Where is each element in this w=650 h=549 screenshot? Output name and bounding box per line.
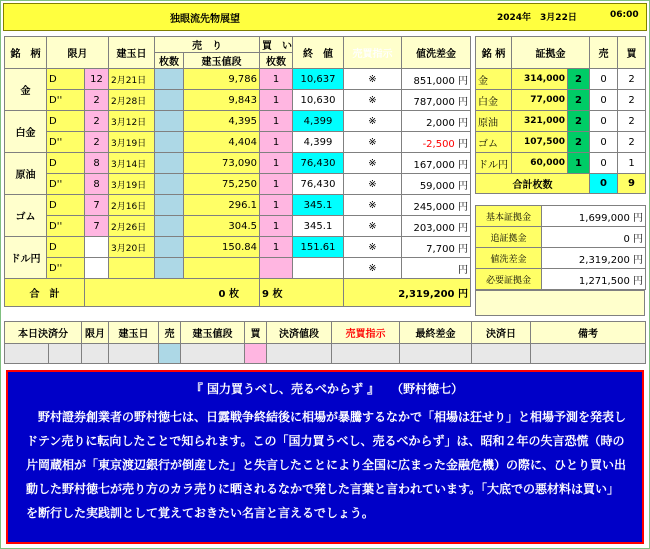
position-profit: 787,000 円: [402, 90, 471, 111]
margin-blank-area: [475, 290, 645, 316]
col-profit: 値洗差金: [402, 37, 471, 69]
position-profit: 59,000 円: [402, 174, 471, 195]
position-type: D'': [47, 90, 85, 111]
position-sell-count: [155, 258, 184, 279]
position-row: [5, 69, 471, 90]
margin-brand: 金: [476, 69, 512, 90]
margin-col-brand: 銘 柄: [476, 37, 512, 69]
position-month: 7: [85, 216, 109, 237]
report-time: 06:00: [610, 10, 639, 20]
position-signal: ※: [344, 153, 402, 174]
settle-empty-row: [5, 344, 646, 364]
position-row: [5, 153, 471, 174]
margin-count: 2: [568, 90, 590, 111]
position-signal: ※: [344, 69, 402, 90]
margin-summary-row: [476, 227, 646, 248]
position-buy-count: 1: [260, 174, 293, 195]
position-row: [5, 111, 471, 132]
margin-amount: 77,000: [512, 90, 568, 111]
margin-summary-table: [475, 205, 646, 290]
position-price: 73,090: [184, 153, 260, 174]
position-month: 12: [85, 69, 109, 90]
margin-total-label: 合計枚数: [476, 174, 590, 194]
col-price: 建玉値段: [184, 53, 260, 69]
summary-label: 追証拠金: [476, 227, 542, 248]
settle-col-final: 最終差金: [400, 322, 472, 344]
margin-buy: 1: [618, 153, 646, 174]
position-month: 2: [85, 132, 109, 153]
col-brand: 銘 柄: [5, 37, 47, 69]
total-label: 合 計: [5, 279, 85, 307]
position-row: [5, 174, 471, 195]
position-sell-count: [155, 237, 184, 258]
margin-sell: 0: [590, 153, 618, 174]
position-close: 10,630: [293, 90, 344, 111]
position-close: 151.61: [293, 237, 344, 258]
margin-total-sell: 0: [590, 174, 618, 194]
position-signal: ※: [344, 216, 402, 237]
position-buy-count: [260, 258, 293, 279]
position-row: [5, 90, 471, 111]
position-type: D: [47, 237, 85, 258]
position-buy-count: 1: [260, 237, 293, 258]
margin-row: [476, 90, 646, 111]
settle-col-today: 本日決済分: [5, 322, 82, 344]
position-buy-count: 1: [260, 69, 293, 90]
position-row: [5, 258, 471, 279]
margin-buy: 2: [618, 90, 646, 111]
summary-label: 値洗差金: [476, 248, 542, 269]
position-month: 2: [85, 90, 109, 111]
position-buy-count: 1: [260, 111, 293, 132]
position-month: 8: [85, 153, 109, 174]
position-buy-count: 1: [260, 132, 293, 153]
position-price: 75,250: [184, 174, 260, 195]
col-month: 限月: [47, 37, 109, 69]
position-profit: 2,000 円: [402, 111, 471, 132]
margin-amount: 321,000: [512, 111, 568, 132]
col-sell: 売 り: [155, 37, 260, 53]
position-type: D: [47, 111, 85, 132]
settle-col-signal: 売買指示: [332, 322, 400, 344]
position-date: 2月26日: [109, 216, 155, 237]
report-date: 2024年 3月22日: [497, 13, 577, 23]
position-type: D: [47, 195, 85, 216]
margin-total-buy: 9: [618, 174, 646, 194]
position-type: D'': [47, 132, 85, 153]
col-close: 終 値: [293, 37, 344, 69]
position-close: 76,430: [293, 174, 344, 195]
position-month: [85, 237, 109, 258]
position-row: [5, 237, 471, 258]
col-date: 建玉日: [109, 37, 155, 69]
summary-label: 基本証拠金: [476, 206, 542, 227]
col-buy-count: 枚数: [260, 53, 293, 69]
position-date: 2月16日: [109, 195, 155, 216]
position-date: [109, 258, 155, 279]
position-type: D: [47, 153, 85, 174]
position-date: 2月28日: [109, 90, 155, 111]
position-sell-count: [155, 216, 184, 237]
margin-brand: ドル円: [476, 153, 512, 174]
position-sell-count: [155, 195, 184, 216]
summary-value: 1,699,000 円: [542, 206, 646, 227]
position-row: [5, 216, 471, 237]
col-buy: 買 い: [260, 37, 293, 53]
position-signal: ※: [344, 237, 402, 258]
position-date: 3月14日: [109, 153, 155, 174]
position-signal: ※: [344, 132, 402, 153]
position-price: 4,404: [184, 132, 260, 153]
total-buy: 9 枚: [260, 279, 344, 307]
col-signal: 売買指示: [344, 37, 402, 69]
position-type: D'': [47, 258, 85, 279]
margin-sell: 0: [590, 132, 618, 153]
settle-col-month: 限月: [82, 322, 109, 344]
positions-table: [4, 36, 471, 307]
position-close: 76,430: [293, 153, 344, 174]
position-buy-count: 1: [260, 216, 293, 237]
position-sell-count: [155, 111, 184, 132]
settle-col-close-date: 決済日: [472, 322, 531, 344]
summary-value: 2,319,200 円: [542, 248, 646, 269]
position-brand: 白金: [5, 111, 47, 153]
position-date: 3月19日: [109, 174, 155, 195]
position-date: 2月21日: [109, 69, 155, 90]
settle-col-note: 備考: [531, 322, 646, 344]
position-close: 345.1: [293, 195, 344, 216]
position-profit: 円: [402, 258, 471, 279]
margin-buy: 2: [618, 132, 646, 153]
settle-col-price: 建玉値段: [181, 322, 245, 344]
col-sell-count: 枚数: [155, 53, 184, 69]
total-sell: 0 枚: [85, 279, 260, 307]
position-date: 3月20日: [109, 237, 155, 258]
quote-title: 『 国力買うべし、売るべからず 』 （野村徳七）: [190, 382, 464, 396]
position-price: 4,395: [184, 111, 260, 132]
margin-count: 2: [568, 111, 590, 132]
settle-col-buy: 買: [245, 322, 267, 344]
position-date: 3月12日: [109, 111, 155, 132]
margin-count: 2: [568, 132, 590, 153]
margin-brand: 原油: [476, 111, 512, 132]
position-sell-count: [155, 69, 184, 90]
position-type: D: [47, 69, 85, 90]
position-brand: 原油: [5, 153, 47, 195]
margin-summary-row: [476, 248, 646, 269]
margin-row: [476, 111, 646, 132]
position-price: 9,786: [184, 69, 260, 90]
position-type: D'': [47, 216, 85, 237]
margin-amount: 107,500: [512, 132, 568, 153]
position-sell-count: [155, 90, 184, 111]
position-month: 7: [85, 195, 109, 216]
position-date: 3月19日: [109, 132, 155, 153]
position-price: 296.1: [184, 195, 260, 216]
position-month: 8: [85, 174, 109, 195]
quote-panel: [6, 370, 644, 544]
margin-col-margin: 証拠金: [512, 37, 590, 69]
position-price: [184, 258, 260, 279]
margin-table: [475, 36, 646, 194]
position-row: [5, 132, 471, 153]
margin-brand: 白金: [476, 90, 512, 111]
margin-col-buy: 買: [618, 37, 646, 69]
quote-body: 野村證券創業者の野村徳七は、日露戦争終結後に相場が暴騰するなかで「相場は狂せり」と相場予測を発表しドテン売りに転向したことで知られます。この「国力買うべし、売るべからず」は、昭和２年の失言恐慌（時の片岡蔵相が「東京渡辺銀行が倒産した」と失言したことにより全国に広まった金融危機）の際に、ひとり買い出動した野村徳七が売り方のカラ売りに晒されるなかで発した言葉と言われています。「大底での悪材料は買い」を断行した実践訓として覚えておきたい名言と言えるでしょう。: [26, 410, 627, 520]
summary-value: 0 円: [542, 227, 646, 248]
margin-count: 2: [568, 69, 590, 90]
position-sell-count: [155, 174, 184, 195]
position-profit: 245,000 円: [402, 195, 471, 216]
position-signal: ※: [344, 258, 402, 279]
position-signal: ※: [344, 111, 402, 132]
position-close: 4,399: [293, 132, 344, 153]
margin-row: [476, 153, 646, 174]
settle-col-close-price: 決済値段: [267, 322, 332, 344]
position-profit: 7,700 円: [402, 237, 471, 258]
position-signal: ※: [344, 195, 402, 216]
position-profit: -2,500 円: [402, 132, 471, 153]
margin-count: 1: [568, 153, 590, 174]
margin-sell: 0: [590, 111, 618, 132]
total-profit: 2,319,200 円: [344, 279, 471, 307]
position-buy-count: 1: [260, 153, 293, 174]
position-close: 4,399: [293, 111, 344, 132]
position-price: 150.84: [184, 237, 260, 258]
position-profit: 851,000 円: [402, 69, 471, 90]
position-type: D'': [47, 174, 85, 195]
settlement-table: [4, 321, 646, 364]
position-profit: 167,000 円: [402, 153, 471, 174]
margin-amount: 314,000: [512, 69, 568, 90]
margin-buy: 2: [618, 111, 646, 132]
position-profit: 203,000 円: [402, 216, 471, 237]
position-buy-count: 1: [260, 90, 293, 111]
margin-row: [476, 132, 646, 153]
position-close: 345.1: [293, 216, 344, 237]
summary-label: 必要証拠金: [476, 269, 542, 290]
page-title: 独眼流先物展望: [170, 14, 240, 25]
position-price: 9,843: [184, 90, 260, 111]
settle-col-date: 建玉日: [109, 322, 159, 344]
position-brand: ゴム: [5, 195, 47, 237]
margin-sell: 0: [590, 90, 618, 111]
position-signal: ※: [344, 174, 402, 195]
margin-col-sell: 売: [590, 37, 618, 69]
position-sell-count: [155, 132, 184, 153]
margin-summary-row: [476, 269, 646, 290]
position-signal: ※: [344, 90, 402, 111]
position-brand: 金: [5, 69, 47, 111]
position-close: 10,637: [293, 69, 344, 90]
margin-brand: ゴム: [476, 132, 512, 153]
margin-summary-row: [476, 206, 646, 227]
position-sell-count: [155, 153, 184, 174]
summary-value: 1,271,500 円: [542, 269, 646, 290]
margin-sell: 0: [590, 69, 618, 90]
position-month: [85, 258, 109, 279]
margin-buy: 2: [618, 69, 646, 90]
position-month: 2: [85, 111, 109, 132]
settle-col-sell: 売: [159, 322, 181, 344]
margin-amount: 60,000: [512, 153, 568, 174]
position-close: [293, 258, 344, 279]
position-brand: ドル円: [5, 237, 47, 279]
position-price: 304.5: [184, 216, 260, 237]
margin-row: [476, 69, 646, 90]
position-row: [5, 195, 471, 216]
position-buy-count: 1: [260, 195, 293, 216]
